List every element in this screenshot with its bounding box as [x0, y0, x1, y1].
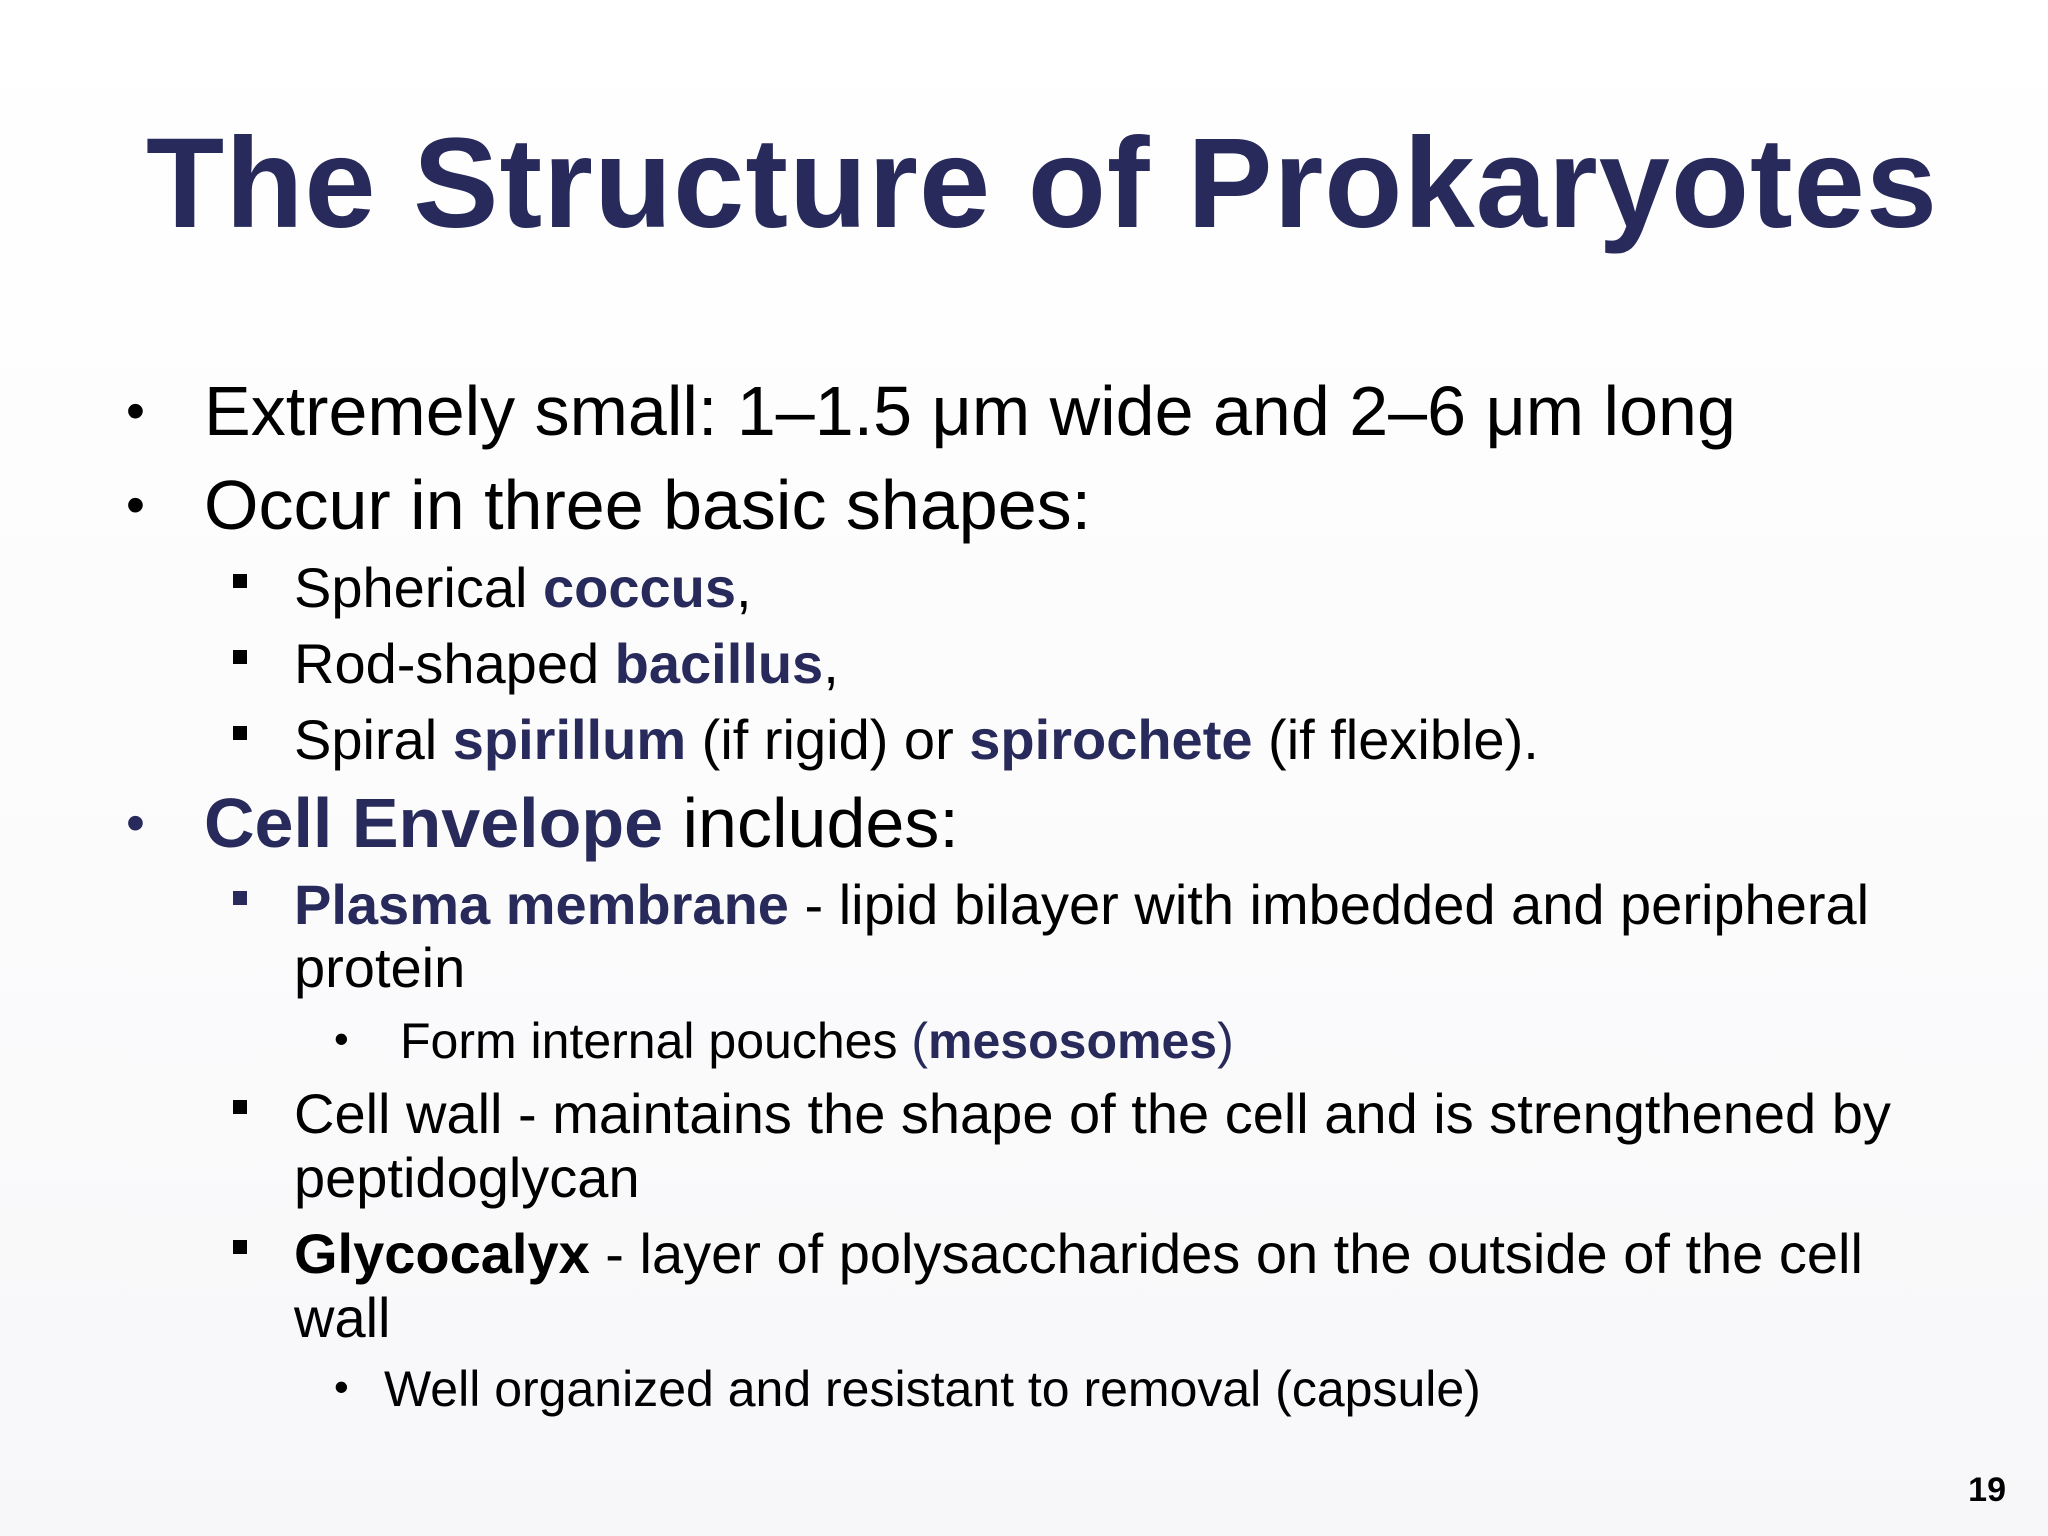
- coccus-prefix: Spherical: [294, 556, 544, 619]
- bullet-dot-icon: •: [126, 475, 145, 535]
- sub-bullet-spiral: [294, 708, 1539, 771]
- spiral-suffix: (if flexible).: [1252, 708, 1539, 771]
- plasma-membrane-desc: - lipid bilayer with imbedded and peripheral: [788, 873, 1870, 936]
- page-number: 19: [1968, 1471, 2006, 1509]
- sub-bullet-cell-wall-cont: [294, 1146, 640, 1209]
- bullet-dot-icon: •: [126, 381, 145, 441]
- cell-envelope-term: Cell Envelope: [204, 784, 664, 862]
- sub-sub-bullet-capsule: [384, 1361, 1481, 1417]
- sub-sub-bullet-mesosomes: [400, 1013, 1234, 1069]
- sub-bullet-bacillus: [294, 632, 839, 695]
- sub-bullet-plasma-membrane: [294, 873, 1870, 936]
- spiral-prefix: Spiral: [294, 708, 453, 771]
- glycocalyx-desc-cont: wall: [294, 1286, 391, 1349]
- slide-title: The Structure of Prokaryotes: [146, 112, 1938, 255]
- spirillum-term: spirillum: [452, 708, 687, 771]
- spiral-middle: (if rigid) or: [686, 708, 970, 771]
- plasma-membrane-desc-cont: protein: [294, 936, 466, 999]
- bacillus-prefix: Rod-shaped: [294, 632, 615, 695]
- spirochete-term: spirochete: [969, 708, 1253, 771]
- bullet-cell-envelope: [204, 784, 959, 862]
- cell-wall-text-cont: peptidoglycan: [294, 1146, 640, 1209]
- bullet-size-text: Extremely small: 1–1.5 μm wide and 2–6 μm long: [204, 372, 1736, 450]
- square-bullet-icon: [233, 1100, 247, 1114]
- bacillus-suffix: ,: [823, 632, 839, 695]
- square-bullet-icon: [233, 574, 247, 588]
- bullet-size: [204, 372, 1736, 450]
- square-bullet-icon: [233, 726, 247, 740]
- square-bullet-icon: [233, 1240, 247, 1254]
- bullet-dot-icon: •: [334, 1363, 349, 1410]
- mesosomes-term: mesosomes: [928, 1013, 1218, 1069]
- bacillus-term: bacillus: [614, 632, 824, 695]
- square-bullet-icon: [233, 650, 247, 664]
- sub-bullet-glycocalyx: [294, 1222, 1863, 1285]
- sub-bullet-cell-wall: [294, 1082, 1891, 1145]
- cell-wall-text: Cell wall - maintains the shape of the cell and is strengthened by: [294, 1082, 1891, 1145]
- sub-bullet-glycocalyx-cont: [294, 1286, 391, 1349]
- mesosomes-open-paren: (: [911, 1013, 929, 1069]
- cell-envelope-suffix: includes:: [663, 784, 959, 862]
- capsule-text: Well organized and resistant to removal (capsule): [384, 1361, 1481, 1417]
- sub-bullet-coccus: [294, 556, 752, 619]
- bullet-dot-icon: •: [334, 1015, 349, 1062]
- plasma-membrane-term: Plasma membrane: [294, 873, 789, 936]
- bullet-shapes-text: Occur in three basic shapes:: [204, 466, 1092, 544]
- bullet-shapes: [204, 466, 1092, 544]
- bullet-dot-icon: •: [126, 793, 145, 853]
- coccus-suffix: ,: [736, 556, 752, 619]
- glycocalyx-term: Glycocalyx: [294, 1222, 590, 1285]
- mesosomes-prefix: Form internal pouches: [400, 1013, 912, 1069]
- sub-bullet-plasma-membrane-cont: [294, 936, 466, 999]
- square-bullet-icon: [233, 891, 247, 905]
- mesosomes-close-paren: ): [1217, 1013, 1234, 1069]
- coccus-term: coccus: [543, 556, 737, 619]
- glycocalyx-desc: - layer of polysaccharides on the outside of the cell: [589, 1222, 1863, 1285]
